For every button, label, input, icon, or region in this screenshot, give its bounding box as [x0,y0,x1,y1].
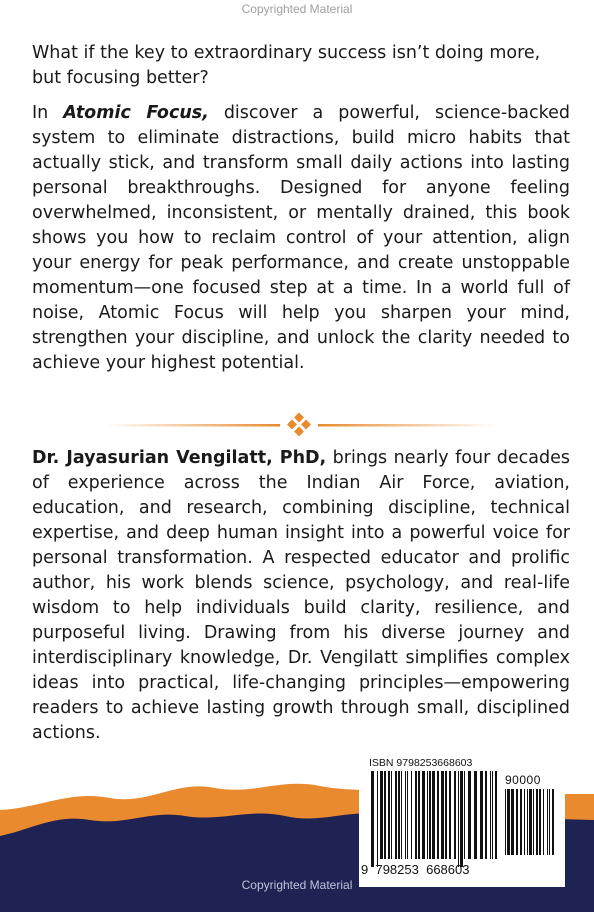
barcode-bars-addon [505,789,557,863]
description-lead: In [32,103,64,123]
book-description [32,101,570,376]
barcode-bars-main [371,771,497,867]
section-divider [0,412,594,440]
barcode-digits [361,862,469,877]
copyright-watermark-bottom: Copyrighted Material [241,878,353,892]
copyright-watermark-top: Copyrighted Material [241,2,353,16]
isbn-label: ISBN 9798253668603 [369,757,473,769]
author-name: Dr. Jayasurian Vengilatt, PhD, [32,448,327,468]
barcode-digit-lead: 9 [361,862,369,877]
description-body: discover a powerful, science-backed system to eliminate distractions, build micro habits that actually stick, and transform small daily actions into lasting personal breakthroughs. Designed for anyone feeling overwhelmed, inconsistent, or mentally drained, this book shows you how to reclaim control of your attention, align your energy for peak performance, and create unstoppable momentum—one focused step at a time. In a world full of noise, Atomic Focus will help you sharpen your mind, strengthen your discipline, and unlock the clarity needed to achieve your highest potential. [32,103,570,373]
author-bio [32,446,570,746]
diamond-ornament-icon [287,413,311,437]
author-bio-body: brings nearly four decades of experience across the Indian Air Force, aviation, education, and research, combining discipline, technical expertise, and deep human insight into a powerful voice for personal transformation. A respected educator and prolific author, his work blends science, psychology, and real-life wisdom to help individuals build clarity, resilience, and purposeful living. Drawing from his diverse journey and interdisciplinary knowledge, Dr. Vengilatt simplifies complex ideas into practical, life-changing principles—empowering readers to achieve lasting growth through small, disciplined actions. [32,448,570,743]
barcode-digits-group1: 798253 [375,862,419,877]
intro-question: What if the key to extraordinary success isn’t doing more, but focusing better? [32,43,541,88]
barcode-digits-group2: 668603 [426,862,470,877]
book-title: Atomic Focus, [63,103,209,123]
price-code: 90000 [505,773,541,787]
isbn-barcode [359,753,565,887]
